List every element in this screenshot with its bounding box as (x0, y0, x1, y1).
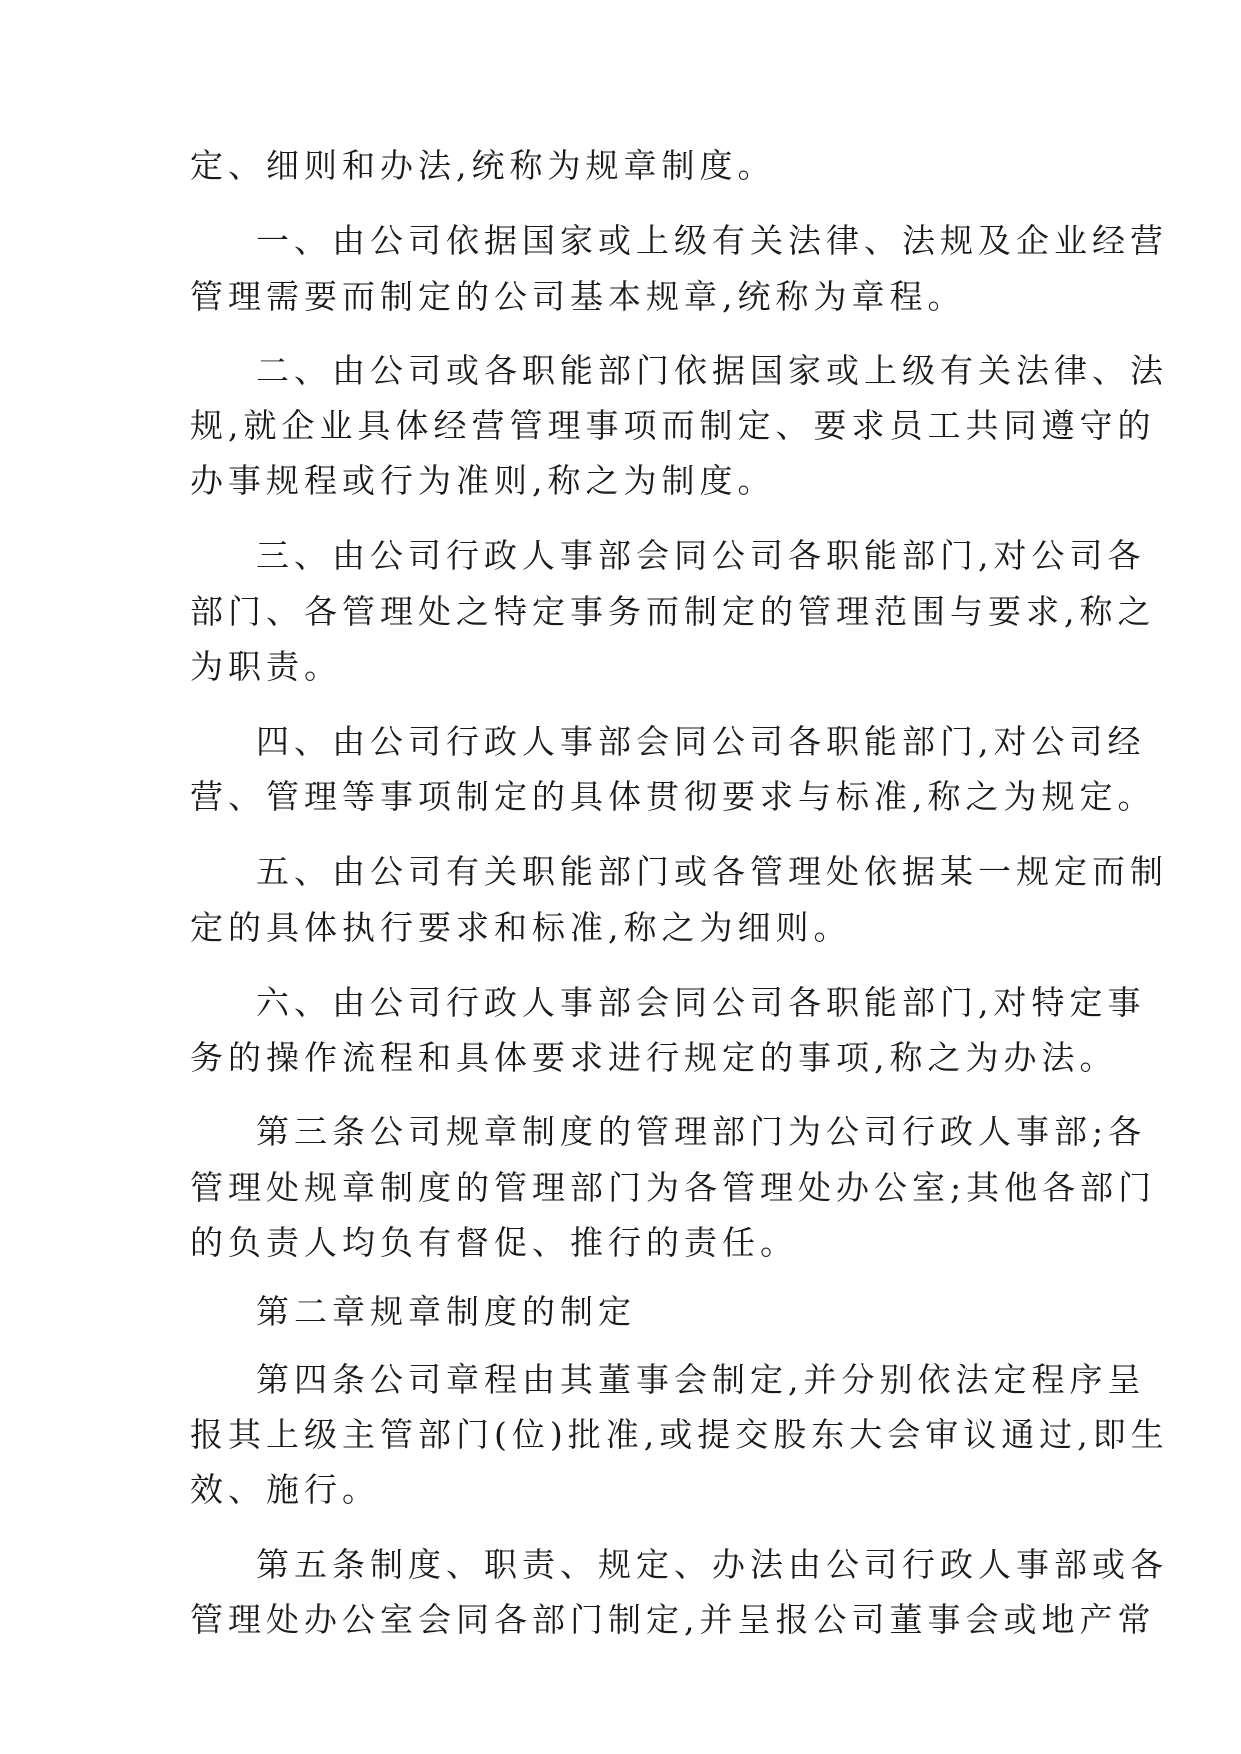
text-line-17: 管理处规章制度的管理部门为各管理处办公室;其他各部门 (190, 1168, 1157, 1207)
text-line-10: 四、由公司行政人事部会同公司各职能部门,对公司经 (256, 722, 1146, 761)
text-line-14: 六、由公司行政人事部会同公司各职能部门,对特定事 (256, 983, 1146, 1022)
text-line-5: 规,就企业具体经营管理事项而制定、要求员工共同遵守的 (190, 406, 1156, 445)
text-line-20: 第四条公司章程由其董事会制定,并分别依法定程序呈 (256, 1360, 1146, 1399)
text-line-6: 办事规程或行为准则,称之为制度。 (190, 461, 776, 500)
text-line-2: 一、由公司依据国家或上级有关法律、法规及企业经营 (256, 221, 1168, 260)
chapter-heading: 第二章规章制度的制定 (256, 1292, 636, 1331)
text-line-7: 三、由公司行政人事部会同公司各职能部门,对公司各 (256, 536, 1146, 575)
text-line-24: 管理处办公室会同各部门制定,并呈报公司董事会或地产常 (190, 1600, 1156, 1639)
text-line-1: 定、细则和办法,统称为规章制度。 (190, 146, 776, 185)
text-line-3: 管理需要而制定的公司基本规章,统称为章程。 (190, 277, 966, 316)
text-line-15: 务的操作流程和具体要求进行规定的事项,称之为办法。 (190, 1038, 1118, 1077)
text-line-23: 第五条制度、职责、规定、办法由公司行政人事部或各 (256, 1545, 1168, 1584)
text-line-16: 第三条公司规章制度的管理部门为公司行政人事部;各 (256, 1112, 1147, 1151)
text-line-8: 部门、各管理处之特定事务而制定的管理范围与要求,称之 (190, 592, 1156, 631)
text-line-22: 效、施行。 (190, 1470, 380, 1509)
text-line-21: 报其上级主管部门(位)批准,或提交股东大会审议通过,即生 (190, 1415, 1169, 1454)
text-line-12: 五、由公司有关职能部门或各管理处依据某一规定而制 (256, 852, 1168, 891)
text-line-11: 营、管理等事项制定的具体贯彻要求与标准,称之为规定。 (190, 777, 1156, 816)
text-line-13: 定的具体执行要求和标准,称之为细则。 (190, 908, 852, 947)
text-line-9: 为职责。 (190, 647, 342, 686)
text-line-18: 的负责人均负有督促、推行的责任。 (190, 1223, 798, 1262)
text-line-4: 二、由公司或各职能部门依据国家或上级有关法律、法 (256, 351, 1168, 390)
